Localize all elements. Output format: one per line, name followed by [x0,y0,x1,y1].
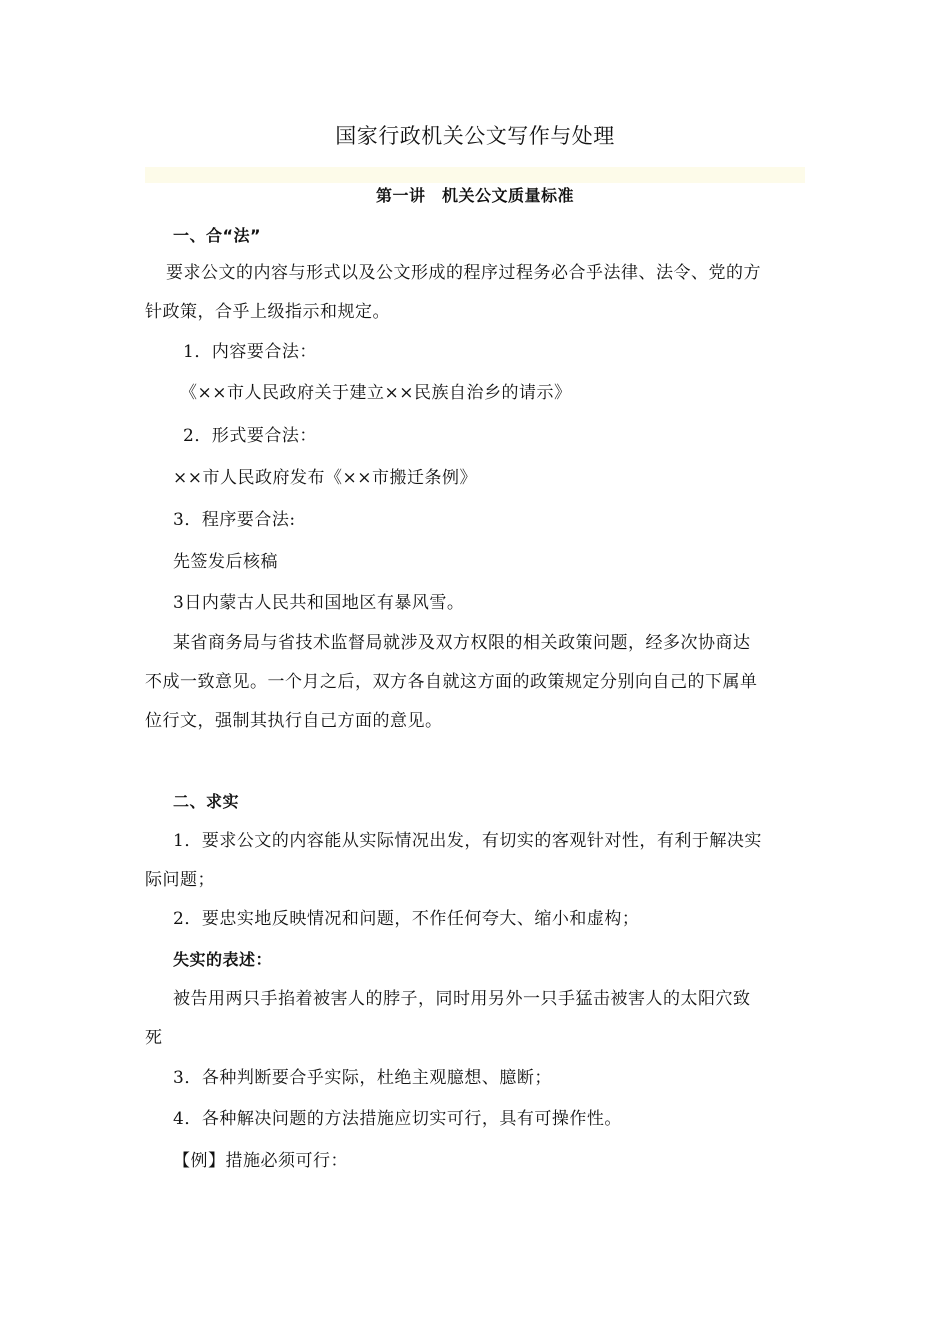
example-line: 被告用两只手掐着被害人的脖子，同时用另外一只手猛击被害人的太阳穴致 [173,989,751,1009]
paragraph-line: 要求公文的内容与形式以及公文形成的程序过程务必合乎法律、法令、党的方 [166,263,761,283]
section-heading-1: 一、合“法” [173,226,262,245]
list-item: 3．各种判断要合乎实际，杜绝主观臆想、臆断； [173,1068,552,1088]
list-item: 2．要忠实地反映情况和问题，不作任何夸大、缩小和虚构； [173,909,640,929]
example-line: 《××市人民政府关于建立××民族自治乡的请示》 [180,383,572,403]
paragraph-line: 位行文，强制其执行自己方面的意见。 [145,711,443,731]
example-line: 先签发后核稿 [173,552,278,572]
list-item-continuation: 际问题； [145,870,215,890]
list-item: 1．要求公文的内容能从实际情况出发，有切实的客观针对性，有利于解决实 [173,831,762,851]
document-title: 国家行政机关公文写作与处理 [335,124,615,148]
list-item: 4．各种解决问题的方法措施应切实可行，具有可操作性。 [173,1109,622,1129]
list-item: 3．程序要合法: [173,510,296,530]
section-heading-2: 二、求实 [173,792,240,811]
example-tag: 【例】措施必须可行： [173,1151,348,1171]
example-line: 死 [145,1028,163,1048]
example-line: ××市人民政府发布《××市搬迁条例》 [173,468,477,488]
paragraph-line: 某省商务局与省技术监督局就涉及双方权限的相关政策问题，经多次协商达 [173,633,751,653]
paragraph-line: 不成一致意见。一个月之后，双方各自就这方面的政策规定分别向自己的下属单 [145,672,758,692]
list-item: 2．形式要合法： [183,426,317,446]
list-item: 1．内容要合法： [183,342,317,362]
header-band [145,167,805,183]
paragraph-line: 针政策，合乎上级指示和规定。 [145,302,390,322]
bold-label: 失实的表述： [173,950,273,969]
lecture-title: 第一讲 机关公文质量标准 [375,186,574,205]
example-line: 3日内蒙古人民共和国地区有暴风雪。 [173,593,465,613]
